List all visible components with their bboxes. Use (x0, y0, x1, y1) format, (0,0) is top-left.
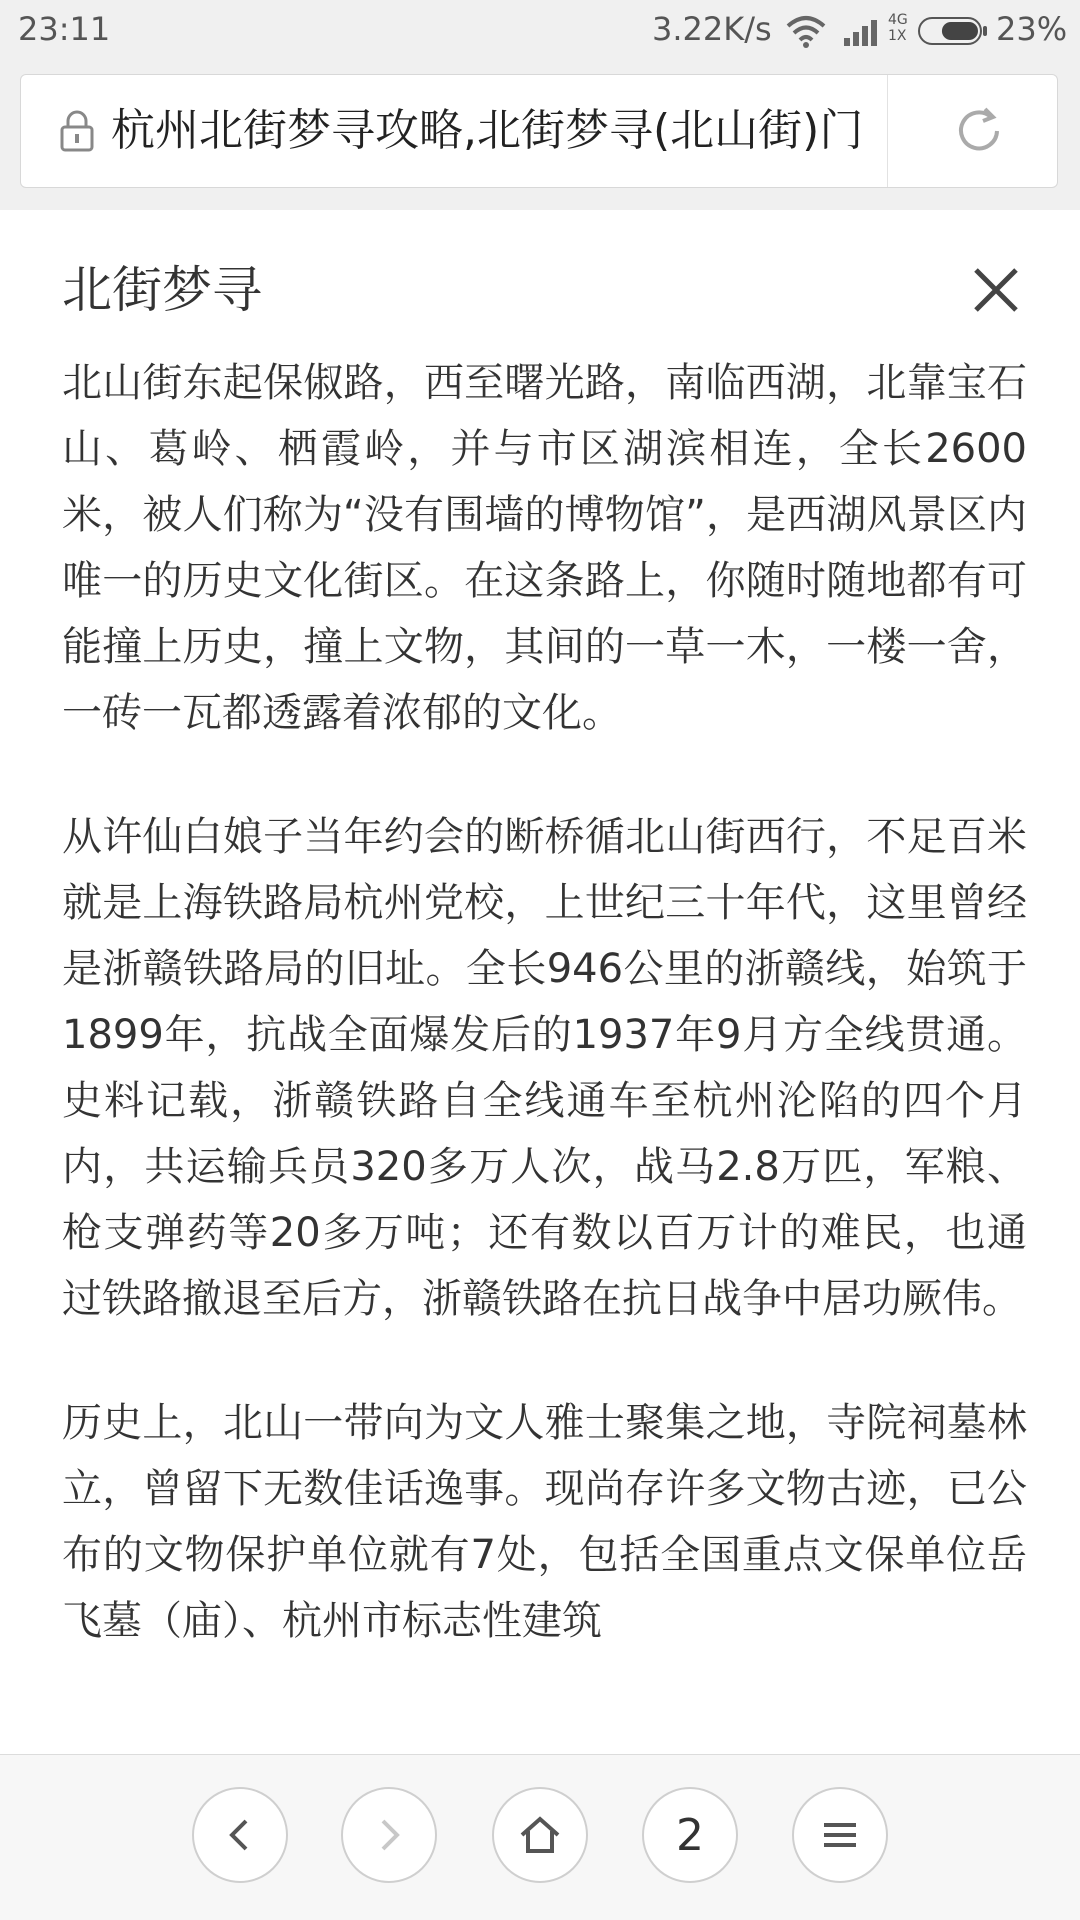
bottom-navigation (0, 1754, 1080, 1920)
network-speed: 3.22K/s (652, 10, 772, 48)
forward-icon (367, 1813, 411, 1857)
article-paragraph: 历史上，北山一带向为文人雅士聚集之地，寺院祠墓林立，曾留下无数佳话逸事。现尚存许多文物古迹，已公布的文物保护单位就有7处，包括全国重点文保单位岳飞墓（庙）、杭州市标志性建筑 (62, 1400, 1027, 1644)
status-time: 23:11 (18, 10, 111, 48)
forward-button[interactable] (341, 1787, 437, 1883)
menu-icon (818, 1813, 862, 1857)
article-title: 北街梦寻 (62, 261, 262, 319)
home-icon (518, 1813, 562, 1857)
article-paragraph: 北山街东起保俶路，西至曙光路，南临西湖，北靠宝石山、葛岭、栖霞岭，并与市区湖滨相连，全长2600米，被人们称为“没有围墙的博物馆”，是西湖风景区内唯一的历史文化街区。在这条路上，你随时随地都有可能撞上历史，撞上文物，其间的一草一木，一楼一舍，一砖一瓦都透露着浓郁的文化。 (62, 360, 1027, 736)
home-button[interactable] (492, 1787, 588, 1883)
wifi-icon (786, 14, 826, 48)
status-bar (0, 0, 1080, 62)
url-title[interactable]: 杭州北街梦寻攻略,北街梦寻(北山街)门 (111, 105, 864, 156)
battery-icon (918, 16, 988, 46)
address-bar[interactable] (20, 74, 1058, 188)
menu-button[interactable] (792, 1787, 888, 1883)
back-icon (218, 1813, 262, 1857)
address-divider (887, 75, 888, 187)
article-paragraph: 从许仙白娘子当年约会的断桥循北山街西行，不足百米就是上海铁路局杭州党校，上世纪三十年代，这里曾经是浙赣铁路局的旧址。全长946公里的浙赣线，始筑于1899年，抗战全面爆发后的1937年9月方全线贯通。史料记载，浙赣铁路自全线通车至杭州沦陷的四个月内，共运输兵员320多万人次，战马2.8万匹，军粮、枪支弹药等20多万吨；还有数以百万计的难民，也通过铁路撤退至后方，浙赣铁路在抗日战争中居功厥伟。 (62, 814, 1027, 1322)
close-icon[interactable] (970, 264, 1022, 316)
article-card (0, 210, 1080, 1754)
tabs-button[interactable] (642, 1787, 738, 1883)
article-body (62, 350, 1027, 1712)
lock-icon (59, 109, 95, 153)
back-button[interactable] (192, 1787, 288, 1883)
network-type: 4G 1X (888, 12, 908, 44)
signal-icon (842, 14, 882, 48)
refresh-icon[interactable] (951, 103, 1007, 159)
battery-percent: 23% (996, 10, 1068, 48)
tab-count: 2 (676, 1809, 704, 1861)
